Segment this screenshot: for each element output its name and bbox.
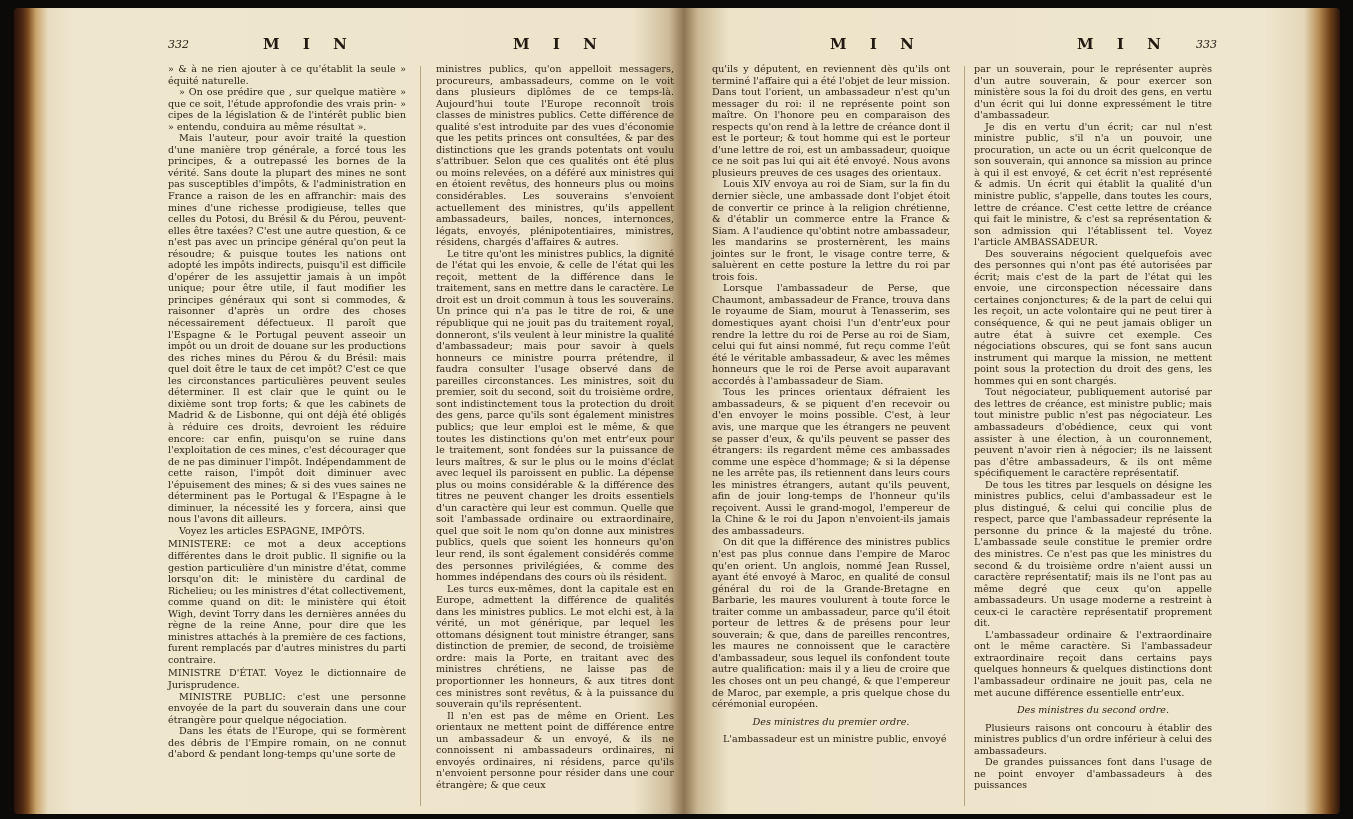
paragraph: Des souverains négocient quelquefois avec des personnes qui n'ont pas été autorisées par écrit; mais c'est de la part de l'état qui les envoie, une circonspection nécessaire dans certaines conjonctures; & de la part de celui qui les reçoit, un acte volontaire qui ne peut tirer à conséquence, & qui ne peut jamais obliger un autre état à suivre cet exemple. Ces négociations obscures, qui se font sans aucun instrument qui marque la mission, ne mettent point sous la protection du droit des gens, les hommes qui en sont chargés. bbox=[974, 248, 1212, 387]
paragraph: Mais l'auteur, pour avoir traité la question d'une manière trop générale, a forcé tous les principes, & a outrepassé les bornes de la vérité. Sans doute la plupart des mines ne sont pas susceptibles d'impôts, & l'administration en France a raison de les en affranchir: mais des mines d'une richesse prodigieuse, telles que celles du Potosi, du Brésil & du Pérou, peuvent-elles être taxées? C'est une autre question, & ce n'est pas avec un principe général qu'on peut la résoudre; & puisque toutes les nations ont adopté les impôts indirects, puisqu'il est difficile d'opérer de les assujettir jamais à un impôt unique; pour être utile, il faut modifier les principes généraux qui sont si commodes, & raisonner d'après un ordre des choses nécessairement défectueux. Il paroît que l'Espagne & le Portugal peuvent asseoir un impôt ou un droit de douane sur les productions des riches mines du Pérou & du Brésil: mais quel doit être le taux de cet impôt? C'est ce que les circonstances particulières peuvent seules déterminer. Il est clair que le quint ou le dixième sont trop forts; & que les cabinets de Madrid & de Lisbonne, qui ont déjà été obligés à réduire ces droits, devroient les réduire encore: car enfin, puisqu'on se ruine dans l'exploitation de ces mines, c'est décourager que de ne pas diminuer l'impôt. Indépendamment de cette raison, l'impôt doit diminuer avec l'épuisement des mines; & si des vues saines ne déterminent pas le Portugal & l'Espagne à le diminuer, la nécessité les y forcera, ainsi que nous l'avons dit ailleurs. bbox=[168, 133, 406, 526]
paragraph: qu'ils y députent, en reviennent dès qu'ils ont terminé l'affaire qui a été l'objet de leur mission. Dans tout l'orient, un ambassadeur n'est qu'un messager du roi: il ne représente point son maître. On l'honore peu en comparaison des respects qu'on rend à la lettre de créance dont il est le porteur; & tout homme qui est le porteur d'une lettre de roi, est un ambassadeur, quoique ce ne soit pas lui qui ait été envoyé. Nous avons plusieurs preuves de ces usages des orientaux. bbox=[712, 64, 950, 179]
paragraph: MINISTRE PUBLIC: c'est une personne envoyée de la part du souverain dans une cour étrangère pour quelque négociation. bbox=[168, 691, 406, 726]
paragraph: L'ambassadeur ordinaire & l'extraordinaire ont le même caractère. Si l'ambassadeur extraordinaire reçoit dans certains pays quelques honneurs & quelques distinctions dont l'ambassadeur ordinaire ne jouit pas, cela ne met aucune différence essentielle entr'eux. bbox=[974, 629, 1212, 699]
paragraph: MINISTRE D'ÉTAT. Voyez le dictionnaire de Jurisprudence. bbox=[168, 668, 406, 691]
right-running-title: M I N bbox=[830, 35, 923, 53]
paragraph: ministres publics, qu'on appelloit messagers, procureurs, ambassadeurs, comme on le voit dans plusieurs diplômes de ce temps-là. Aujourd'hui toute l'Europe reconnoît trois classes de ministres publics. Cette différence de qualité s'est introduite par des vues d'économie que les petits princes ont consultées, & par des distinctions que les grands potentats ont voulu s'attribuer. Selon que ces qualités ont été plus ou moins relevées, on a déféré aux ministres qui en étoient revêtus, des honneurs plus ou moins considérables. Les souverains s'envoient actuellement des ministres, qu'ils appellent ambassadeurs, bailes, nonces, internonces, légats, envoyés, plénipotentiaires, ministres, résidens, chargés d'affaires & autres. bbox=[436, 64, 674, 249]
paragraph: Voyez les articles ESPAGNE, IMPÔTS. bbox=[179, 525, 365, 537]
paragraph: De grandes puissances font dans l'usage de ne point envoyer d'ambassadeurs à des puissances bbox=[974, 757, 1212, 792]
left-page bbox=[168, 35, 678, 814]
paragraph: L'ambassadeur est un ministre public, envoyé bbox=[723, 734, 947, 746]
paragraph: Lorsque l'ambassadeur de Perse, que Chaumont, ambassadeur de France, trouva dans le royaume de Siam, mourut à Tenasserim, ses domestiques ayant choisi l'un d'entr'eux pour rendre la lettre du roi de Perse au roi de Siam, celui qui fut ainsi nommé, fut reçu comme l'eût été le véritable ambassadeur, & avec les mêmes honneurs que le roi de Perse avoit auparavant accordés à l'ambassadeur de Siam. bbox=[712, 283, 950, 387]
right-page-number: 333 bbox=[1196, 38, 1217, 51]
open-book bbox=[14, 8, 1340, 814]
left-page-column-2 bbox=[436, 64, 674, 791]
paragraph: On dit que la différence des ministres publics n'est pas plus connue dans l'empire de Maroc qu'en orient. Un anglois, nommé Jean Russel, ayant été envoyé à Maroc, en qualité de consul général du roi de la Grande-Bretagne en Barbarie, les maures voulurent à toute force le traiter comme un ambassadeur, parce qu'il étoit porteur de lettres & de présens pour leur souverain; & que, dans de pareilles rencontres, les maures ne connoissent que le caractère d'ambassadeur, sous lequel ils confondent toute autre qualification: mais il y a lieu de croire que les choses ont un peu changé, & que l'empereur de Maroc, par exemple, a pris quelque chose du cérémonial européen. bbox=[712, 537, 950, 711]
paragraph: Les turcs eux-mêmes, dont la capitale est en Europe, admettent la différence de qualités dans les ministres publics. Le mot elchi est, à la vérité, un mot générique, par lequel les ottomans désignent tout ministre étranger, sans distinction de premier, de second, de troisième ordre: mais la Porte, en traitant avec des ministres chrétiens, ne laisse pas de proportionner les honneurs, & aux titres dont ces ministres sont revêtus, & à la puissance du souverain qu'ils représentent. bbox=[436, 583, 674, 711]
paragraph: Louis XIV envoya au roi de Siam, sur la fin du dernier siècle, une ambassade dont l'objet étoit de convertir ce prince à la religion chrétienne, & d'établir un commerce entre la France & Siam. A l'audience qu'obtint notre ambassadeur, les mandarins se prosternèrent, les mains jointes sur le front, le visage contre terre, & saluèrent en cette posture la lettre du roi par trois fois. bbox=[712, 179, 950, 283]
right-page bbox=[712, 35, 1217, 814]
paragraph: par un souverain, pour le représenter auprès d'un autre souverain, & pour exercer son ministère sous la foi du droit des gens, en vertu d'un écrit qui lui donne expressément le titre d'ambassadeur. bbox=[974, 64, 1212, 122]
paragraph: Tout négociateur, publiquement autorisé par des lettres de créance, est ministre public; mais tout ministre public n'est pas négociateur. Les ambassadeurs d'obédience, ceux qui vont assister à une élection, à un couronnement, peuvent n'avoir rien à négocier; ils ne laissent pas d'être ambassadeurs, & ils ont même spécifiquement le caractère représentatif. bbox=[974, 387, 1212, 480]
paragraph: Dans les états de l'Europe, qui se formèrent des débris de l'Empire romain, on ne connut d'abord & pendant long-temps qu'une sorte de bbox=[168, 726, 406, 761]
left-running-title: M I N bbox=[263, 35, 356, 53]
paragraph: Des ministres du premier ordre. bbox=[752, 716, 910, 728]
left-column-rule bbox=[420, 66, 421, 806]
right-column-rule bbox=[964, 66, 965, 806]
right-page-column-1 bbox=[712, 64, 950, 746]
left-page-header bbox=[168, 35, 678, 55]
right-running-title-2: M I N bbox=[1077, 35, 1170, 53]
paragraph: Des ministres du second ordre. bbox=[1016, 705, 1170, 717]
paragraph: Plusieurs raisons ont concouru à établir des ministres publics d'un ordre inférieur à celui des ambassadeurs. bbox=[974, 722, 1212, 757]
left-running-title-2: M I N bbox=[513, 35, 606, 53]
paragraph: Je dis en vertu d'un écrit; car nul n'est ministre public, s'il n'a un pouvoir, une procuration, un acte ou un écrit quelconque de son souverain, qui annonce sa mission au prince à qui il est envoyé, & cet écrit n'est représenté & admis. Un écrit qui établit la qualité d'un ministre public, s'appelle, dans toutes les cours, lettre de créance. C'est cette lettre de créance qui fait le ministre, & c'est sa représentation & son admission qui l'établissent tel. Voyez l'article AMBASSADEUR. bbox=[974, 121, 1212, 249]
paragraph: Tous les princes orientaux défraient les ambassadeurs, & se piquent d'en recevoir ou d'en envoyer le moins possible. C'est, à leur avis, une marque que les étrangers ne peuvent se passer d'eux, & qu'ils peuvent se passer des étrangers: ils regardent même ces ambassades comme une espèce d'hommage; & si la dépense ne les arrête pas, ils retiennent dans leurs cours les ministres étrangers, autant qu'ils peuvent, afin de jouir long-temps de l'honneur qu'ils reçoivent. Aussi le grand-mogol, l'empereur de la Chine & le roi du Japon n'envoient-ils jamais des ambassadeurs. bbox=[712, 387, 950, 537]
right-page-column-2 bbox=[974, 64, 1212, 792]
paragraph: De tous les titres par lesquels on désigne les ministres publics, celui d'ambassadeur est le plus distingué, & celui qui concilie plus de respect, parce que l'ambassadeur représente la personne du prince & la majesté du trône. L'ambassade seule constitue le premier ordre des ministres. Ce n'est pas que les ministres du second & du troisième ordre n'aient aussi un caractère représentatif; mais ils ne l'ont pas au même degré que ceux qu'on appelle ambassadeurs. Un usage moderne a restreint à ceux-ci le caractère représentatif proprement dit. bbox=[974, 479, 1212, 630]
left-page-number: 332 bbox=[168, 38, 189, 51]
paragraph: Le titre qu'ont les ministres publics, la dignité de l'état qui les envoie, & celle de l'état qui les reçoit, mettent de la différence dans le traitement, sans en mettre dans le caractère. Le droit est un droit commun à tous les souverains. Un prince qui n'a pas le titre de roi, & une république qui ne jouit pas du traitement royal, donneront, s'ils veulent à leur ministre la qualité d'ambassadeur; mais pour savoir à quels honneurs ce ministre pourra prétendre, il faudra consulter l'usage observé dans de pareilles circonstances. Les ministres, soit du premier, soit du second, soit du troisième ordre, sont indistinctement tous la protection du droit des gens, parce qu'ils sont également ministres publics; que leur emploi est le même, & que toutes les distinctions qu'on met entr'eux pour le traitement, sont fondées sur la puissance de leurs maîtres, & sur le plus ou le moins d'éclat avec lequel ils paroissent en public. La dépense plus ou moins considérable & la différence des titres ne peuvent changer les droits essentiels d'un caractère qui leur est commun. Quelle que soit l'ambassade ordinaire ou extraordinaire, quel que soit le nom qu'on donne aux ministres publics, quels que soient les honneurs qu'on leur rend, ils sont également considérés comme des personnes privilégiées, & comme des hommes indépendans des cours où ils résident. bbox=[436, 248, 674, 584]
paragraph: » On ose prédire que , sur quelque matière » que ce soit, l'étude approfondie des vrais prin- » cipes de la législation & de l'intérêt public bien » entendu, conduira au même résultat ». bbox=[168, 87, 406, 133]
paragraph: MINISTERE: ce mot a deux acceptions différentes dans le droit public. Il signifie ou la gestion particulière d'un ministre d'état, comme lorsqu'on dit: le ministère du cardinal de Richelieu; ou les ministres d'état collectivement, comme quand on dit: le ministère qui étoit Wigh, devint Torry dans les dernières années du règne de la reine Anne, pour dire que les ministres attachés à la première de ces factions, furent remplacés par d'autres ministres du parti contraire. bbox=[168, 539, 406, 666]
paragraph: » & à ne rien ajouter à ce qu'établit la seule » équité naturelle. bbox=[168, 64, 406, 87]
left-page-column-1 bbox=[168, 64, 406, 761]
right-page-header bbox=[712, 35, 1217, 55]
paragraph: Il n'en est pas de même en Orient. Les orientaux ne mettent point de différence entre un ambassadeur & un envoyé, & ils ne connoissent ni ambassadeurs ordinaires, ni envoyés ordinaires, ni résidens, parce qu'ils n'envoient personne pour résider dans une cour étrangère; & que ceux bbox=[436, 710, 674, 791]
